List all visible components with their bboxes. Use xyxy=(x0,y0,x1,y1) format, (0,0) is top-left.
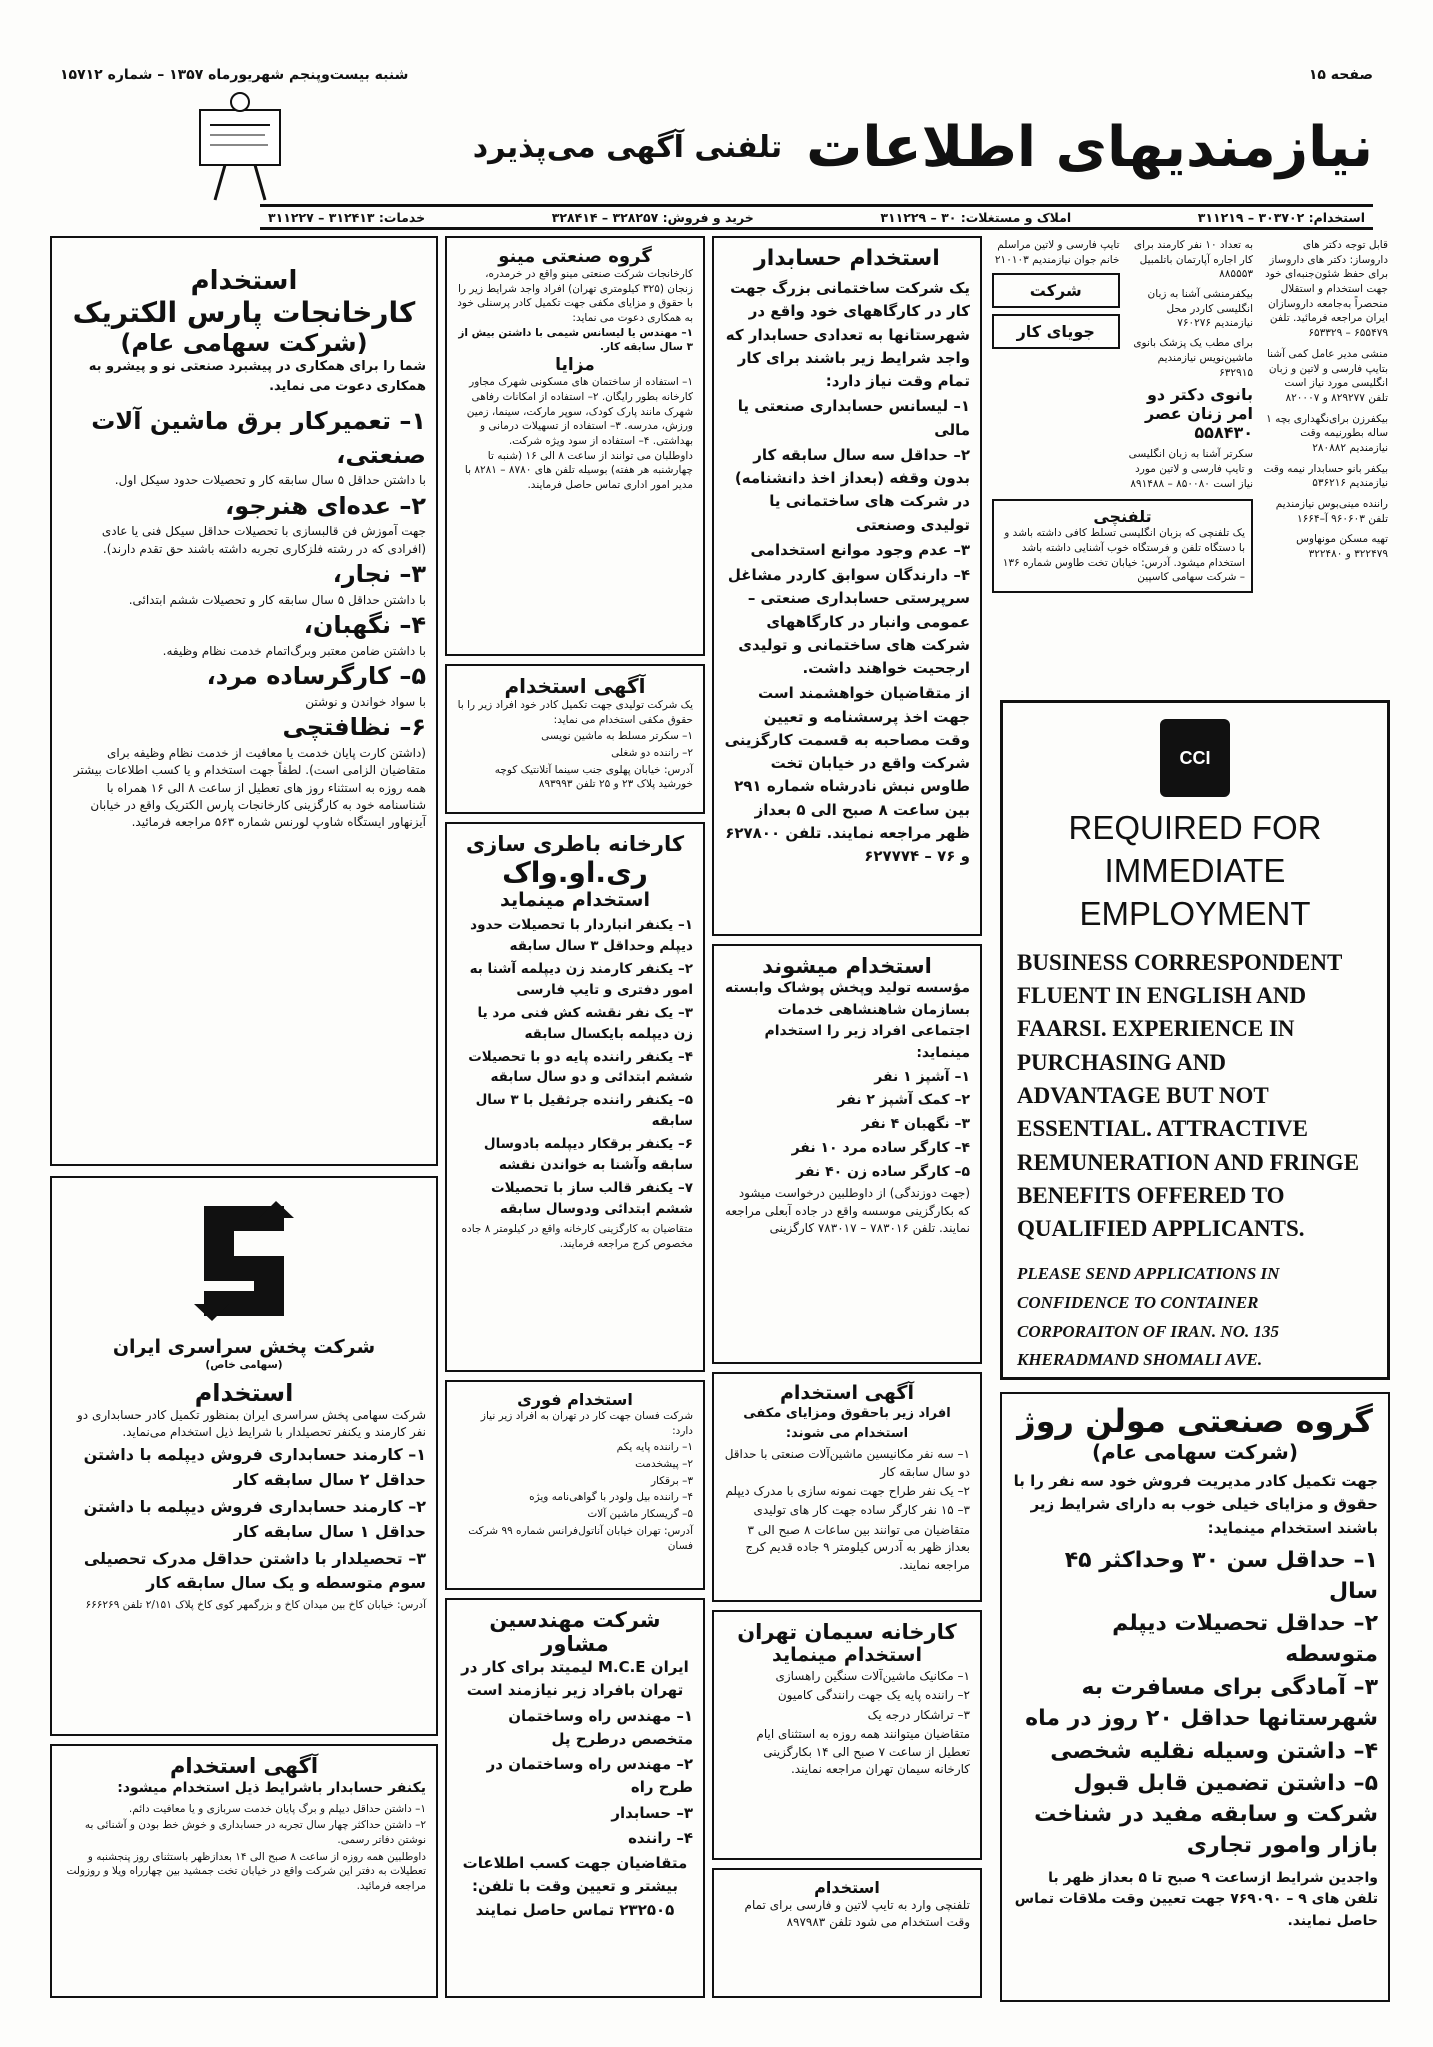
molon-footer: واجدین شرایط ازساعت ۹ صبح تا ۵ بعداز ظهر با تلفن های ۹ – ۷۶۹۰۹۰ جهت تعیین وقت ملاقات تماس حاصل نمایند. xyxy=(1014,1869,1378,1930)
hesabdar-footer: از متقاضیان خواهشمند است جهت اخذ پرسشنامه و تعیین وقت مصاحبه به قسمت کارگزینی شرکت واقع در خیابان تخت طاوس نبش نادرشاه شماره ۲۹۱ بین ساعت ۸ صبح الی ۵ بعداز ظهر مراجعه نمایند. تلفن ۶۲۷۸۰۰ و ۷۶ – ۶۲۷۷۷۴ xyxy=(724,684,970,865)
small-ad: تهیه مسکن مونهاوس ۳۲۲۴۷۹ و ۳۲۲۴۸۰ xyxy=(1296,533,1388,561)
battery-item: ۳– یک نفر نقشه کش فنی مرد یا زن دیپلمه بایکسال سابقه xyxy=(477,1004,693,1042)
pars-item xyxy=(62,711,426,832)
production-company-ad xyxy=(445,664,705,814)
telefonchi-small-ad xyxy=(712,1868,982,1998)
molon-intro: جهت تکمیل کادر مدیریت فروش خود سه نفر را با حقوق و مزایای خیلی خوب به دارای شرایط زیر باشند استخدام مینماید: xyxy=(1013,1472,1378,1537)
battery-title: کارخانه باطری سازی xyxy=(465,832,685,856)
siman-tehran-ad xyxy=(712,1610,982,1860)
pooshak-item: ۱– آشپز ۱ نفر xyxy=(874,1068,970,1085)
pars-item-title: ۶– نظافتچی xyxy=(282,713,426,742)
engineers-footer: متقاضیان جهت کسب اطلاعات بیشتر و تعیین وقت با تلفن: ۲۳۲۵۰۵ تماس حاصل نمایند xyxy=(462,1854,688,1919)
pooshak-intro: مؤسسه تولید وپخش پوشاک وابسته بسازمان شاهنشاهی خدمات اجتماعی افراد زیر را استخدام مینماید: xyxy=(725,980,970,1062)
required-employment-ad xyxy=(1000,700,1390,1380)
pars-item-title: ۱– تعمیرکار برق ماشین آلات صنعتی، xyxy=(91,407,426,469)
pooshak-items xyxy=(724,1067,970,1183)
accountant-ad xyxy=(50,1744,438,1998)
urgent-item: ۱– راننده پایه یکم xyxy=(616,1441,693,1454)
accountant-footer: داوطلبین همه روزه از ساعت ۸ صبح الی ۱۴ بعدازظهر باستثنای روز پنجشنبه و تعطیلات به دفتر این شرکت واقع در خیابان تخت جمشید بین چهارراه ویلا و روزولت مراجعه فرمائید. xyxy=(66,1850,426,1893)
small-ad: سکرتر آشنا به زبان انگلیسی و تایپ فارسی و لاتین مورد نیاز است ۸۵۰۰۸۰ – ۸۹۱۴۸۸ xyxy=(1128,448,1253,490)
masthead xyxy=(180,92,1373,202)
pars-intro: شما را برای همکاری در پیشبرد صنعتی نو و پیشرو به همکاری دعوت می نماید. xyxy=(88,359,426,395)
molon-item: ۲– حداقل تحصیلات دیپلم متوسطه xyxy=(1112,1611,1378,1668)
pars-item xyxy=(62,405,426,490)
hesabdar-body: یک شرکت ساختمانی بزرگ جهت کار در کارگاههای خود واقع در شهرستانها به تعدادی حسابدار که واجد شرایط زیر باشند برای کار تمام وقت نیاز دارد: xyxy=(725,279,970,390)
pakhsh-sarasari-ad xyxy=(50,1176,438,1736)
small-ads-col2 xyxy=(990,236,1255,686)
pars-item xyxy=(62,490,426,558)
hesabdar-item: ۱– لیسانس حسابداری صنعتی یا مالی xyxy=(737,397,970,439)
engineers-item: ۳– حسابدار xyxy=(611,1803,693,1822)
engineers-intro: ایران M.C.E لیمیتد برای کار در تهران بافراد زیر نیازمند است xyxy=(461,1658,689,1700)
phone-amlak: املاک و مستغلات: ۳۰ – ۳۱۱۲۲۹ xyxy=(880,209,1072,225)
mino-footer: داوطلبان می توانند از ساعت ۸ الی ۱۶ (شنبه تا چهارشنبه هر هفته) بوسیله تلفن های ۸۷۸۰ – ۸۲۸۱ با مدیر امور اداری تماس حاصل فرمایند. xyxy=(464,449,693,491)
battery-item: ۷– یکنفر قالب ساز با تحصیلات ششم ابتدائی ودوسال سابقه xyxy=(491,1180,693,1217)
engineers-item: ۲– مهندس راه وساختمان در طرح راه xyxy=(486,1755,693,1797)
battery-item: ۶– یکنفر برقکار دیپلمه بادوسال سابقه وآشنا به خواندن نقشه xyxy=(483,1136,693,1174)
mino-intro: کارخانجات شرکت صنعتی مینو واقع در خرمدره، زنجان (۳۲۵ کیلومتری تهران) افراد واجد شرایط زیر را با حقوق و مزایای مکفی جهت تکمیل کادر پرسنلی خود به همکاری دعوت می نماید: xyxy=(457,268,693,325)
phone-bar xyxy=(260,204,1373,230)
hesabdar-item: ۴– دارندگان سوابق کاردر مشاغل سرپرستی حسابداری صنعتی – عمومی وانبار در کارگاههای شرکت های ساختمانی و تولیدی ارجحیت خواهند داشت. xyxy=(727,566,970,677)
molon-item: ۴– داشتن وسیله نقلیه شخصی xyxy=(1050,1738,1378,1764)
mechanic-intro: افراد زیر باحقوق ومزایای مکفی استخدام می شوند: xyxy=(743,1406,951,1442)
small-ads-col1 xyxy=(1260,236,1390,686)
pars-item-detail: (داشتن کارت پایان خدمت یا معافیت از خدمت نظام وظیفه برای متقاضیان الزامی است). لطفاً جهت استخدام و یا کسب اطلاعات بیشتر همه روزه به استثناء روز های تعطیل از ساعت ۸ الی ۱۶ همراه با شناسنامه خود به کارگزینی کارخانجات پارس الکتریک واقع در خیابان آیزنهاور ایستگاه شاوپ لورنس شماره ۵۶۳ مراجعه فرمائید. xyxy=(73,745,426,830)
pars-item-title: ۳– نجار، xyxy=(332,560,426,589)
accountant-item: ۱– داشتن حداقل دیپلم و برگ پایان خدمت سربازی و یا معافیت دائم. xyxy=(128,1802,426,1815)
pars-item xyxy=(62,609,426,660)
siman-item: ۲– راننده پایه یک جهت رانندگی کامیون xyxy=(777,1688,970,1703)
accountant-title: آگهی استخدام xyxy=(169,1754,319,1778)
molon-items xyxy=(1012,1546,1378,1862)
pooshak-item: ۲– کمک آشپز ۲ نفر xyxy=(837,1092,970,1109)
mechanic-items xyxy=(724,1446,970,1520)
engineers-title: شرکت مهندسین مشاور xyxy=(489,1608,661,1656)
small-ad: منشی مدیر عامل کمی آشنا بتایپ فارسی و لاتین و زبان انگلیسی مورد نیاز است تلفن ۸۲۹۲۷۷ و ۸۲۰۰۰۷ xyxy=(1266,347,1388,404)
molon-rouge-ad xyxy=(1000,1392,1390,2002)
urgent-hire-ad xyxy=(445,1380,705,1590)
pooshak-item: ۵– کارگر ساده زن ۴۰ نفر xyxy=(796,1163,970,1180)
small-ad: بیکفر بانو حسابدار نیمه وقت نیازمندیم ۵۳۶۲۱۶ xyxy=(1263,462,1388,490)
pakhsh-item: ۳– تحصیلدار با داشتن حداقل مدرک تحصیلی سوم متوسطه و یک سال سابقه کار xyxy=(83,1548,426,1593)
small-ad: به تعداد ۱۰ نفر کارمند برای کار اجاره آپارتمان باتلمبیل ۸۸۵۵۵۳ xyxy=(1133,239,1253,281)
pars-company-sub: (شرکت سهامی عام) xyxy=(120,329,368,357)
pars-item xyxy=(62,660,426,711)
siman-item: ۳– تراشکار درجه یک xyxy=(867,1707,970,1722)
phone-khadamat: خدمات: ۳۱۲۴۱۳ – ۳۱۱۲۲۷ xyxy=(268,209,426,225)
pakhsh-company: شرکت پخش سراسری ایران xyxy=(112,1336,376,1358)
mechanic-ad xyxy=(712,1372,982,1602)
battery-item: ۱– یکنفر انباردار با تحصیلات حدود دیپلم وحداقل ۳ سال سابقه xyxy=(470,917,693,954)
battery-item: ۵– یکنفر راننده جرثقیل با ۳ سال سابقه xyxy=(475,1092,693,1130)
small-ad: راننده مینی‌بوس نیازمندیم تلفن ۹۶۰۶۰۳ آ–۱۶۶۴ xyxy=(1275,498,1388,525)
accountant-item: ۲– داشتن حداکثر چهار سال تجربه در حسابداری و خوش خط بودن و آشنائی به نوشتن دفاتر رسمی. xyxy=(84,1819,426,1847)
required-footer: PLEASE SEND APPLICATIONS IN CONFIDENCE TO CONTAINER CORPORAITON OF IRAN. NO. 135 KHERADMAND SHOMALI AVE. xyxy=(1017,1263,1280,1370)
production-item: ۲– راننده دو شغلی xyxy=(611,747,693,760)
battery-subtitle: استخدام مینماید xyxy=(500,889,650,911)
battery-item: ۴– یکنفر راننده پایه دو با تحصیلات ششم ابتدائی و دو سال سابقه xyxy=(468,1048,693,1086)
telefonchi-small-title: استخدام xyxy=(814,1878,880,1897)
small-ad-bold: بانوی دکتر دو امر زنان عصر ۵۵۸۴۳۰ xyxy=(1144,385,1253,443)
molon-title: گروه صنعتی مولن روژ xyxy=(1017,1402,1373,1440)
pars-electric-ad xyxy=(50,236,438,1166)
urgent-intro: شرکت فسان جهت کار در تهران به افراد زیر نیاز دارد: xyxy=(480,1410,693,1437)
siman-items xyxy=(724,1668,970,1724)
date-line xyxy=(60,62,1373,88)
pooshak-item: ۳– نگهبان ۴ نفر xyxy=(861,1116,970,1133)
mino-benefits: ۱– استفاده از ساختمان های مسکونی شهرک مجاور کارخانه بطور رایگان. ۲– استفاده از امکانات رفاهی شهرک مانند پارک کودک، سوپر مارکت، سینما، زمین ورزش، مدرسه. ۳– استفاده از تسهیلات درمانی و بهداشتی. ۴– استفاده از سود ویژه شرکت. xyxy=(466,376,693,447)
hesabdar-item: ۲– حداقل سه سال سابقه کار بدون وقفه (بعداز اخذ دانشنامه) در شرکت های ساختمانی یا تولیدی وصنعتی xyxy=(734,445,970,534)
consulting-engineers-ad xyxy=(445,1598,705,1998)
pars-item-detail: با داشتن ضامن معتبر وبرگ‌اتمام خدمت نظام وظیفه. xyxy=(162,643,426,658)
hesabdar-title: استخدام حسابدار xyxy=(754,246,940,271)
molon-item: ۱– حداقل سن ۳۰ وحداکثر ۴۵ سال xyxy=(1064,1547,1378,1604)
pars-item-detail: با سواد خواندن و نوشتن xyxy=(305,694,426,709)
urgent-footer: آدرس: تهران خیابان آناتول‌فرانس شماره ۹۹ شرکت فسان xyxy=(468,1524,693,1552)
pakhsh-footer: آدرس: خیابان کاخ بین میدان کاخ و بزرگمهر کوی کاخ پلاک ۲/۱۵۱ تلفن ۶۶۶۲۶۹ xyxy=(85,1599,426,1612)
engineers-item: ۱– مهندس راه وساختمان متخصص درطرح پل xyxy=(508,1706,693,1748)
pakhsh-item: ۱– کارمند حسابداری فروش دیپلمه با داشتن حداقل ۲ سال سابقه کار xyxy=(83,1445,426,1490)
urgent-items xyxy=(457,1440,693,1521)
mino-benefits-title: مزایا xyxy=(555,355,595,376)
urgent-item: ۵– گریسکار ماشین آلات xyxy=(587,1508,693,1521)
pakhsh-title: استخدام xyxy=(194,1378,294,1407)
pars-item-detail: با داشتن حداقل ۵ سال سابقه کار و تحصیلات حدود سیکل اول. xyxy=(114,473,426,488)
production-item: ۱– سکرتر مسلط به ماشین نویسی xyxy=(541,730,693,743)
hesabdar-ad xyxy=(712,236,982,936)
molon-item: ۵– داشتن تضمین قابل قبول شرکت و سابقه مفید در شناخت بازار وامور تجاری xyxy=(1034,1771,1378,1858)
siman-title: کارخانه سیمان تهران xyxy=(737,1620,957,1644)
battery-item: ۲– یکنفر کارمند زن دیپلمه آشنا به امور دفتری و تایپ فارسی xyxy=(469,960,693,998)
battery-brand: ری.او.واک xyxy=(502,856,648,889)
production-intro: یک شرکت تولیدی جهت تکمیل کادر خود افراد زیر را با حقوق مکفی استخدام می نماید: xyxy=(457,699,693,726)
pakhsh-intro: شرکت سهامی پخش سراسری ایران بمنظور تکمیل کادر حسابداری دو نفر کارمند و یکنفر تحصیلدار با شرایط ذیل استخدام می‌نماید. xyxy=(76,1407,426,1440)
small-ad: برای مطب یک پزشک بانوی ماشین‌نویس نیازمندیم ۶۳۲۹۱۵ xyxy=(1133,337,1253,379)
mechanic-item: ۳– ۱۵ نفر کارگر ساده جهت کار های تولیدی xyxy=(753,1503,970,1518)
telefonchi-text: یک تلفنچی که بزبان انگلیسی تسلط کافی داشته باشد و با دستگاه تلفن و فرستگاه خوب آشنایی داشته باشد استخدام میشود. آدرس: خیابان تخت طاوس شماره ۱۳۶ – شرکت سهامی کاسپین xyxy=(1002,527,1245,584)
pars-item-title: ۴– نگهبان، xyxy=(303,611,426,640)
mino-title: گروه صنعتی مینو xyxy=(498,246,652,267)
battery-footer: متقاضیان به کارگزینی کارخانه واقع در کیلومتر ۸ جاده مخصوص کرج مراجعه فرمایند. xyxy=(461,1222,693,1250)
siman-footer: متقاضیان میتوانند همه روزه به استثنای ایام تعطیل از ساعت ۷ صبح الی ۱۴ بکارگزینی کارخانه سیمان تهران مراجعه نمایند. xyxy=(756,1727,970,1776)
required-body: BUSINESS CORRESPONDENT FLUENT IN ENGLISH AND FAARSI. EXPERIENCE IN PURCHASING AND ADVANTAGE BUT NOT ESSENTIAL. ATTRACTIVE REMUNERATION AND FRINGE BENEFITS OFFERED TO QUALIFIED APPLICANTS. xyxy=(1017,949,1360,1242)
cci-logo: CCI xyxy=(1160,719,1230,797)
hesabdar-item: ۳– عدم وجود موانع استخدامی xyxy=(750,540,970,559)
pooshak-item: ۴– کارگر ساده مرد ۱۰ نفر xyxy=(791,1139,970,1156)
telefonchi-small-text: تلفنچی وارد به تایپ لاتین و فارسی برای تمام وقت استخدام می شود تلفن ۸۹۷۹۸۳ xyxy=(744,1898,970,1930)
production-footer: آدرس: خیابان پهلوی جنب سینما آتلانتیک کوچه خورشید پلاک ۲۳ و ۲۵ تلفن ۸۹۳۹۹۳ xyxy=(494,763,693,791)
pakhsh-company-sub: (سهامی خاص) xyxy=(205,1359,283,1371)
mechanic-item: ۱– سه نفر مکانیسین ماشین‌آلات صنعتی با حداقل دو سال سابقه کار xyxy=(724,1447,970,1479)
small-ad: قابل توجه دکتر های داروساز: دکتر های داروساز برای حفظ شئون‌جنبه‌ای خود جهت استخدام و استقلال منحصراً به‌جامعه داروسازان ایران مراجعه فرمائید. تلفن ۶۵۵۴۷۹ – ۶۵۳۳۲۹ xyxy=(1265,239,1388,340)
page-number: صفحه ۱۵ xyxy=(1308,67,1373,83)
pakhsh-logo-icon xyxy=(164,1186,324,1336)
hesabdar-items xyxy=(724,395,970,680)
pars-item-detail: با داشتن حداقل ۵ سال سابقه کار و تحصیلات ششم ابتدائی. xyxy=(128,592,426,607)
pars-item-detail: جهت آموزش فن قالبسازی با تحصیلات حداقل سیکل فنی یا عادی (افرادی که در رشته فلزکاری تجربه داشته باشند حق تقدم دارند). xyxy=(101,524,426,556)
battery-factory-ad xyxy=(445,822,705,1372)
pakhsh-items xyxy=(62,1443,426,1596)
engineers-item: ۴– راننده xyxy=(628,1828,693,1847)
pars-company: کارخانجات پارس الکتریک xyxy=(72,296,416,329)
pars-title: استخدام xyxy=(190,266,298,296)
siman-subtitle: استخدام مینماید xyxy=(772,1644,922,1666)
sherkat-ad: شرکت xyxy=(992,273,1120,308)
masthead-subtitle: تلفنی آگهی می‌پذیرد xyxy=(472,129,783,165)
required-title: REQUIRED FOR IMMEDIATE EMPLOYMENT xyxy=(1068,809,1322,932)
telefonchi-title: تلفنچی xyxy=(1093,507,1152,527)
pars-item-title: ۲– عده‌ای هنرجو، xyxy=(225,491,426,520)
urgent-title: استخدام فوری xyxy=(517,1390,633,1409)
pars-item-title: ۵– کارگرساده مرد، xyxy=(206,662,426,691)
engineers-items xyxy=(457,1705,693,1851)
urgent-item: ۲– پیشخدمت xyxy=(635,1458,693,1471)
mechanic-item: ۲– یک نفر طراح جهت نمونه سازی با مدرک دیپلم xyxy=(725,1484,970,1499)
pakhsh-item: ۲– کارمند حسابداری فروش دیپلمه با داشتن حداقل ۱ سال سابقه کار xyxy=(83,1497,426,1541)
siman-item: ۱– مکانیک ماشین‌آلات سنگین راهسازی xyxy=(775,1669,970,1683)
masthead-title: نیازمندیهای اطلاعات xyxy=(806,114,1373,180)
issue-date: شنبه بیست‌و‌پنجم شهریورماه ۱۳۵۷ – شماره ۱۵۷۱۲ xyxy=(60,67,409,83)
telefonchi-ad xyxy=(992,499,1253,593)
production-items xyxy=(457,729,693,760)
mino-ad xyxy=(445,236,705,656)
phone-kharid: خرید و فروش: ۳۲۸۲۵۷ – ۳۲۸۴۱۴ xyxy=(551,209,754,225)
small-ad: بیکفرزن برای‌نگهداری بچه ۱ ساله بطورنیمه وقت نیازمندیم ۲۸۰۸۸۲ xyxy=(1266,412,1388,454)
urgent-item: ۳– برقکار xyxy=(650,1474,693,1487)
mino-requirement: ۱– مهندس یا لیسانس شیمی با داشتن بیش از ۳ سال سابقه کار. xyxy=(458,326,693,354)
jooyay-kar-ad: جویای کار xyxy=(992,314,1120,349)
production-title: آگهی استخدام xyxy=(504,674,646,698)
mechanic-title: آگهی استخدام xyxy=(779,1382,914,1404)
molon-item: ۳– آمادگی برای مسافرت به شهرستانها حداقل ۲۰ روز در ماه xyxy=(1025,1674,1378,1731)
mechanic-footer: متقاضیان می توانند بین ساعات ۸ صبح الی ۳ بعداز ظهر به آدرس کیلومتر ۹ جاده قدیم کرج مراجعه نمایند. xyxy=(745,1522,970,1572)
battery-items xyxy=(457,915,693,1220)
urgent-item: ۴– راننده بیل ولودر با گواهی‌نامه ویژه xyxy=(529,1491,693,1504)
pooshak-title: استخدام میشوند xyxy=(762,954,932,978)
small-ad: بیکفرمنشی آشنا به زبان انگلیسی کاردر محل نیازمندیم ۷۶۰۲۷۶ xyxy=(1147,288,1253,330)
molon-subtitle: (شرکت سهامی عام) xyxy=(1092,1440,1298,1464)
small-ad: تایپ فارسی و لاتین مراسلم خانم جوان نیازمندیم ۲۱۰۱۰۳ xyxy=(994,239,1120,266)
phone-estekhdam: استخدام: ۳۰۳۷۰۲ – ۳۱۱۲۱۹ xyxy=(1197,209,1365,225)
pars-item xyxy=(62,558,426,609)
accountant-intro: یکنفر حسابدار باشرایط ذیل استخدام میشود: xyxy=(117,1780,426,1796)
pooshak-ad xyxy=(712,944,982,1364)
pooshak-footer: (جهت دوزندگی) از داوطلبین درخواست میشود که بکارگزینی موسسه واقع در جاده آبعلی مراجعه نمایند. تلفن ۷۸۳۰۱۶ – ۷۸۳۰۱۷ کارگزینی xyxy=(725,1186,970,1235)
accountant-items xyxy=(62,1802,426,1848)
